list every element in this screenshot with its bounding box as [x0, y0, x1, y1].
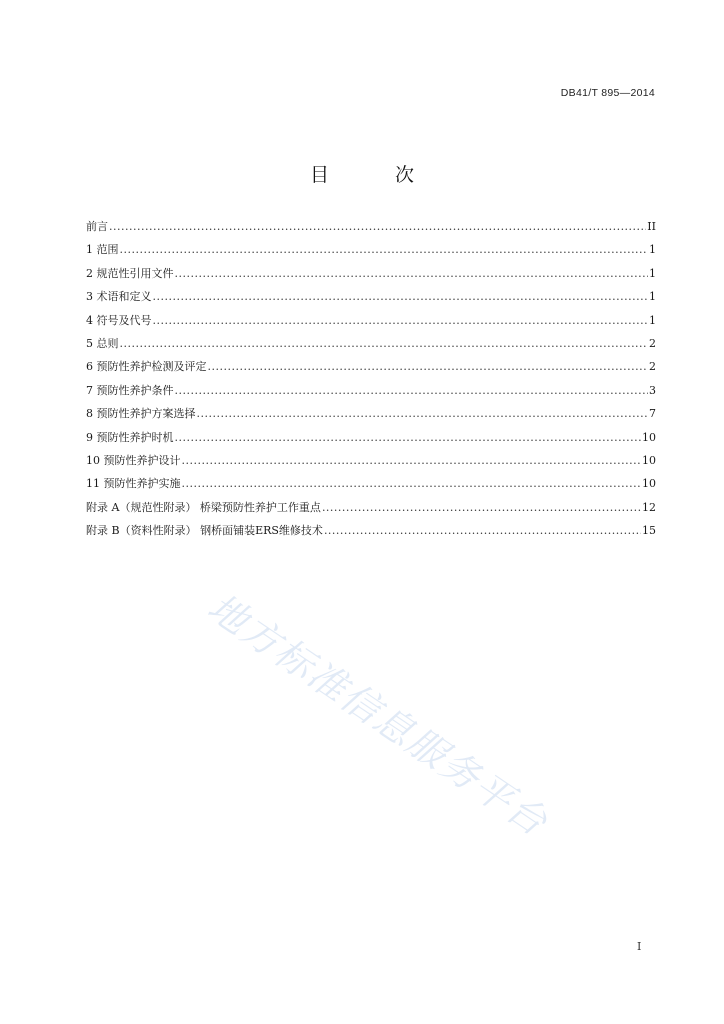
- toc-entry-page: 10: [642, 453, 656, 467]
- toc-dot-leader: [182, 454, 642, 467]
- toc-entry-general[interactable]: [86, 335, 656, 358]
- toc-dot-leader: [153, 314, 649, 327]
- toc-dot-leader: [197, 407, 649, 420]
- toc-entry-label: 5 总则: [86, 336, 119, 350]
- toc-dot-leader: [175, 431, 642, 444]
- toc-entry-scheme-selection[interactable]: [86, 405, 656, 428]
- toc-dot-leader: [182, 477, 642, 490]
- toc-entry-label: 2 规范性引用文件: [86, 266, 174, 280]
- toc-dot-leader: [153, 290, 649, 303]
- document-code: DB41/T 895—2014: [560, 87, 655, 99]
- toc-entry-page: 12: [642, 500, 656, 514]
- toc-entry-conditions[interactable]: [86, 382, 656, 405]
- toc-entry-label: 6 预防性养护检测及评定: [86, 360, 207, 374]
- toc-entry-label: 7 预防性养护条件: [86, 383, 174, 397]
- toc-entry-page: 15: [642, 524, 656, 538]
- page-number: I: [637, 940, 642, 953]
- toc-entry-scope[interactable]: [86, 241, 656, 264]
- toc-entry-page: 1: [649, 290, 656, 304]
- toc-entry-label: 4 符号及代号: [86, 313, 152, 327]
- toc-dot-leader: [120, 243, 649, 256]
- toc-entry-label: 1 范围: [86, 243, 119, 257]
- toc-entry-label: 前言: [86, 220, 108, 233]
- toc-entry-page: 7: [649, 407, 656, 421]
- toc-entry-label: 附录 B（资料性附录） 钢桥面铺装ERS维修技术: [86, 524, 323, 538]
- toc-dot-leader: [208, 360, 649, 373]
- toc-entry-design[interactable]: [86, 452, 656, 475]
- toc-entry-label: 10 预防性养护设计: [86, 453, 181, 467]
- toc-entry-foreword[interactable]: [86, 218, 656, 241]
- toc-title: 目 次: [309, 164, 445, 186]
- table-of-contents: [86, 218, 656, 545]
- toc-entry-page: 10: [642, 477, 656, 491]
- toc-entry-label: 附录 A（规范性附录） 桥梁预防性养护工作重点: [86, 500, 321, 514]
- toc-entry-timing[interactable]: [86, 429, 656, 452]
- toc-entry-page: 2: [649, 360, 656, 374]
- toc-dot-leader: [175, 267, 649, 280]
- toc-entry-page: 1: [649, 313, 656, 327]
- toc-entry-page: 2: [649, 336, 656, 350]
- toc-dot-leader: [120, 337, 649, 350]
- toc-entry-page: 3: [649, 383, 656, 397]
- toc-entry-label: 3 术语和定义: [86, 290, 152, 304]
- toc-entry-appendix-b[interactable]: [86, 522, 656, 545]
- toc-entry-page: 1: [649, 243, 656, 257]
- toc-entry-page: II: [647, 220, 656, 233]
- toc-entry-label: 11 预防性养护实施: [86, 477, 181, 491]
- toc-entry-label: 9 预防性养护时机: [86, 430, 174, 444]
- toc-entry-page: 1: [649, 266, 656, 280]
- toc-entry-inspection-evaluation[interactable]: [86, 358, 656, 381]
- toc-entry-label: 8 预防性养护方案选择: [86, 407, 196, 421]
- toc-entry-implementation[interactable]: [86, 475, 656, 498]
- toc-entry-symbols-codes[interactable]: [86, 312, 656, 335]
- watermark-text: 地方标准信息服务平台: [199, 584, 557, 845]
- toc-dot-leader: [322, 501, 641, 514]
- toc-entry-appendix-a[interactable]: [86, 499, 656, 522]
- toc-entry-page: 10: [642, 430, 656, 444]
- toc-entry-terms-definitions[interactable]: [86, 288, 656, 311]
- toc-dot-leader: [109, 220, 646, 233]
- toc-dot-leader: [324, 524, 641, 537]
- toc-dot-leader: [175, 384, 649, 397]
- toc-entry-normative-references[interactable]: [86, 265, 656, 288]
